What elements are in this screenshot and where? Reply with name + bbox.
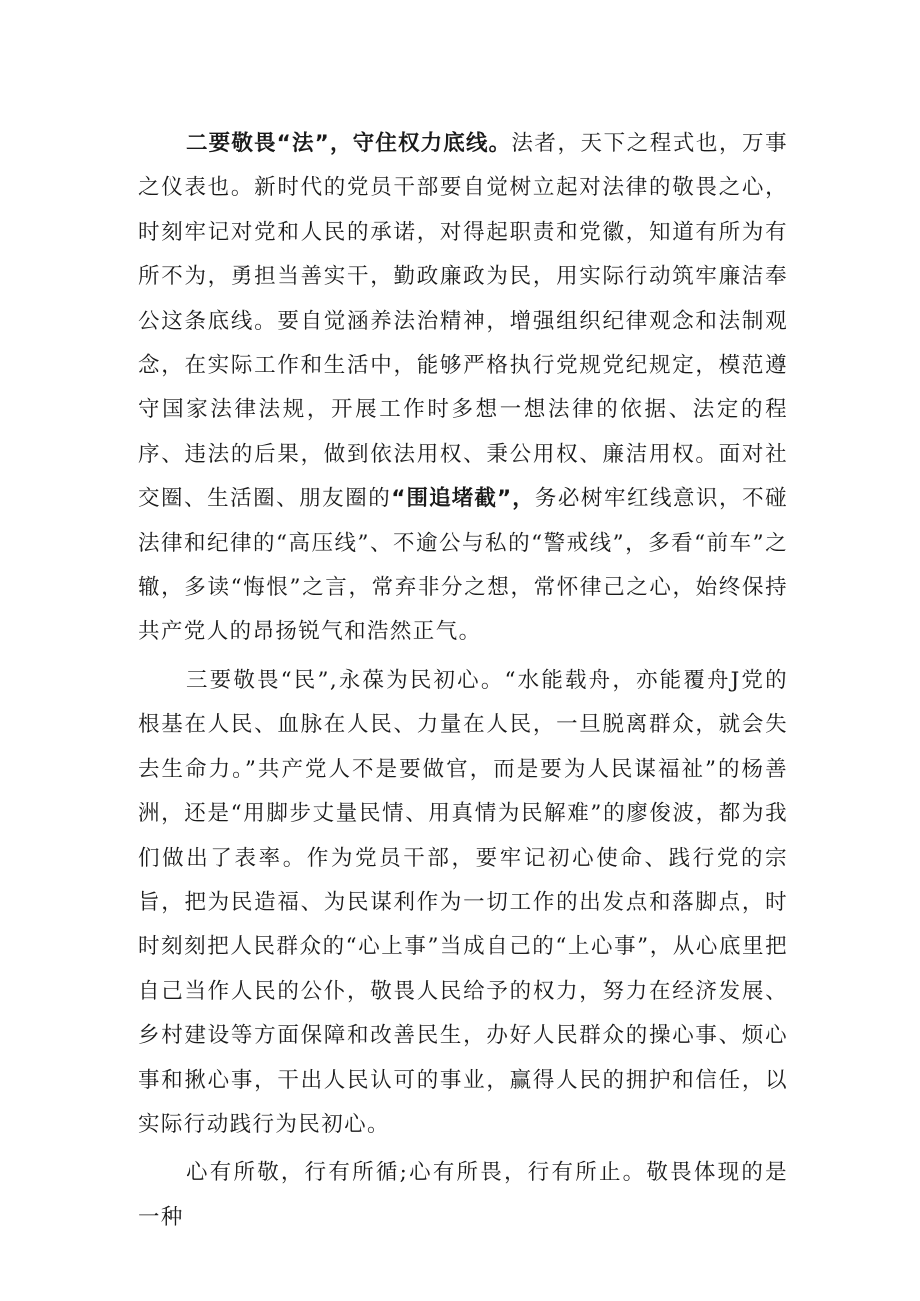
paragraph-min [138,659,788,1147]
paragraph-text: 务必树牢红线意识，不碰法律和纪律的“高压线”、不逾公与私的“警戒线”，多看“前车”之辙，多读“悔恨”之言，常弃非分之想，常怀律己之心，始终保持共产党人的昂扬锐气和浩然正气。 [138,486,788,645]
paragraph-text: 法者，天下之程式也，万事之仪表也。新时代的党员干部要自觉树立起对法律的敬畏之心，时刻牢记对党和人民的承诺，对得起职责和党徽，知道有所为有所不为，勇担当善实干，勤政廉政为民，用实际行动筑牢廉洁奉公这条底线。要自觉涵养法治精神，增强组织纪律观念和法制观念，在实际工作和生活中，能够严格执行党规党纪规定，模范遵守国家法律法规，开展工作时多想一想法律的依据、法定的程序、违法的后果，做到依法用权、秉公用权、廉洁用权。面对社交圈、生活圈、朋友圈的 [138,131,789,512]
emphasis-text: “围追堵截”， [391,486,535,512]
paragraph-closing [138,1151,788,1240]
document-body [138,122,788,1240]
paragraph-text: 三要敬畏“民”,永葆为民初心。“水能载舟，亦能覆舟J党的根基在人民、血脉在人民、力量在人民，一旦脱离群众，就会失去生命力。”共产党人不是要做官，而是要为人民谋福祉”的杨善洲，还是“用脚步丈量民情、用真情为民解难”的廖俊波，都为我们做出了表率。作为党员干部，要牢记初心使命、践行党的宗旨，把为民造福、为民谋利作为一切工作的出发点和落脚点，时时刻刻把人民群众的“心上事”当成自己的“上心事”，从心底里把自己当作人民的公仆，敬畏人民给予的权力，努力在经济发展、乡村建设等方面保障和改善民生，办好人民群众的操心事、烦心事和揪心事，干出人民认可的事业，赢得人民的拥护和信任，以实际行动践行为民初心。 [138,667,788,1137]
section-heading-fa: 二要敬畏“法”，守住权力底线。 [186,131,512,156]
paragraph-fa [138,122,788,655]
paragraph-text: 心有所敬，行有所循;心有所畏，行有所止。敬畏体现的是一种 [138,1160,788,1230]
